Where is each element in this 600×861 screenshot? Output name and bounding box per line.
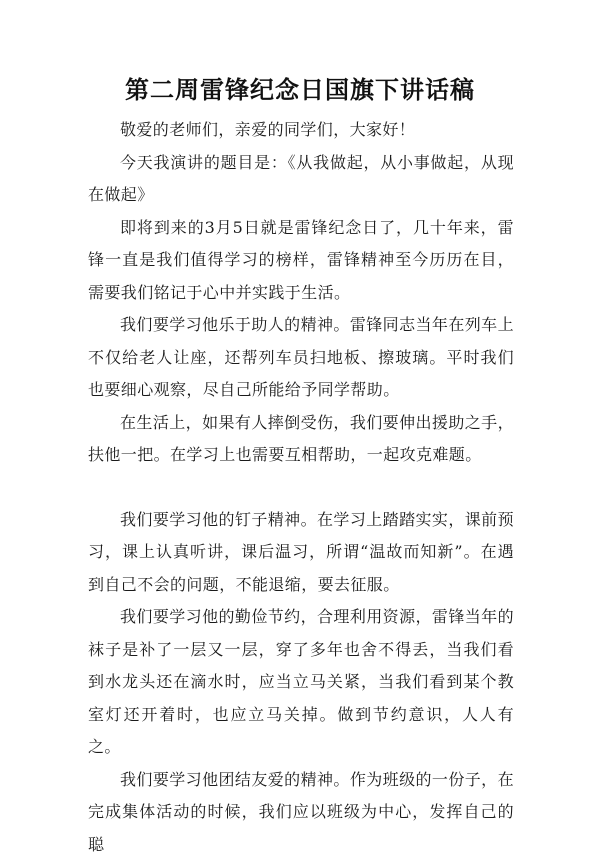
paragraph-nail-spirit: 我们要学习他的钉子精神。在学习上踏踏实实，课前预习，课上认真听讲，课后温习，所谓“温故而知新”。在遇到自己不会的问题，不能退缩，要去征服。 xyxy=(88,504,514,602)
paragraph-thrift: 我们要学习他的勤俭节约，合理利用资源，雷锋当年的袜子是补了一层又一层，穿了多年也舍不得丢，当我们看到水龙头还在滴水时，应当立马关紧，当我们看到某个教室灯还开着时，也应立马关掉。做到节约意识，人人有之。 xyxy=(88,601,514,764)
document-body xyxy=(88,114,514,861)
page-title: 第二周雷锋纪念日国旗下讲话稿 xyxy=(0,74,600,106)
paragraph-helpful-spirit: 我们要学习他乐于助人的精神。雷锋同志当年在列车上不仅给老人让座，还帮列车员扫地板、擦玻璃。平时我们也要细心观察，尽自己所能给予同学帮助。 xyxy=(88,309,514,407)
paragraph-greeting: 敬爱的老师们，亲爱的同学们，大家好！ xyxy=(88,114,514,147)
paragraph-daily-life: 在生活上，如果有人摔倒受伤，我们要伸出援助之手，扶他一把。在学习上也需要互相帮助，一起攻克难题。 xyxy=(88,407,514,472)
paragraph-topic: 今天我演讲的题目是：《从我做起，从小事做起，从现在做起》 xyxy=(88,147,514,212)
paragraph-intro: 即将到来的3月5日就是雷锋纪念日了，几十年来，雷锋一直是我们值得学习的榜样，雷锋精神至今历历在目，需要我们铭记于心中并实践于生活。 xyxy=(88,212,514,310)
paragraph-unity: 我们要学习他团结友爱的精神。作为班级的一份子，在完成集体活动的时候，我们应以班级为中心，发挥自己的聪 xyxy=(88,764,514,861)
